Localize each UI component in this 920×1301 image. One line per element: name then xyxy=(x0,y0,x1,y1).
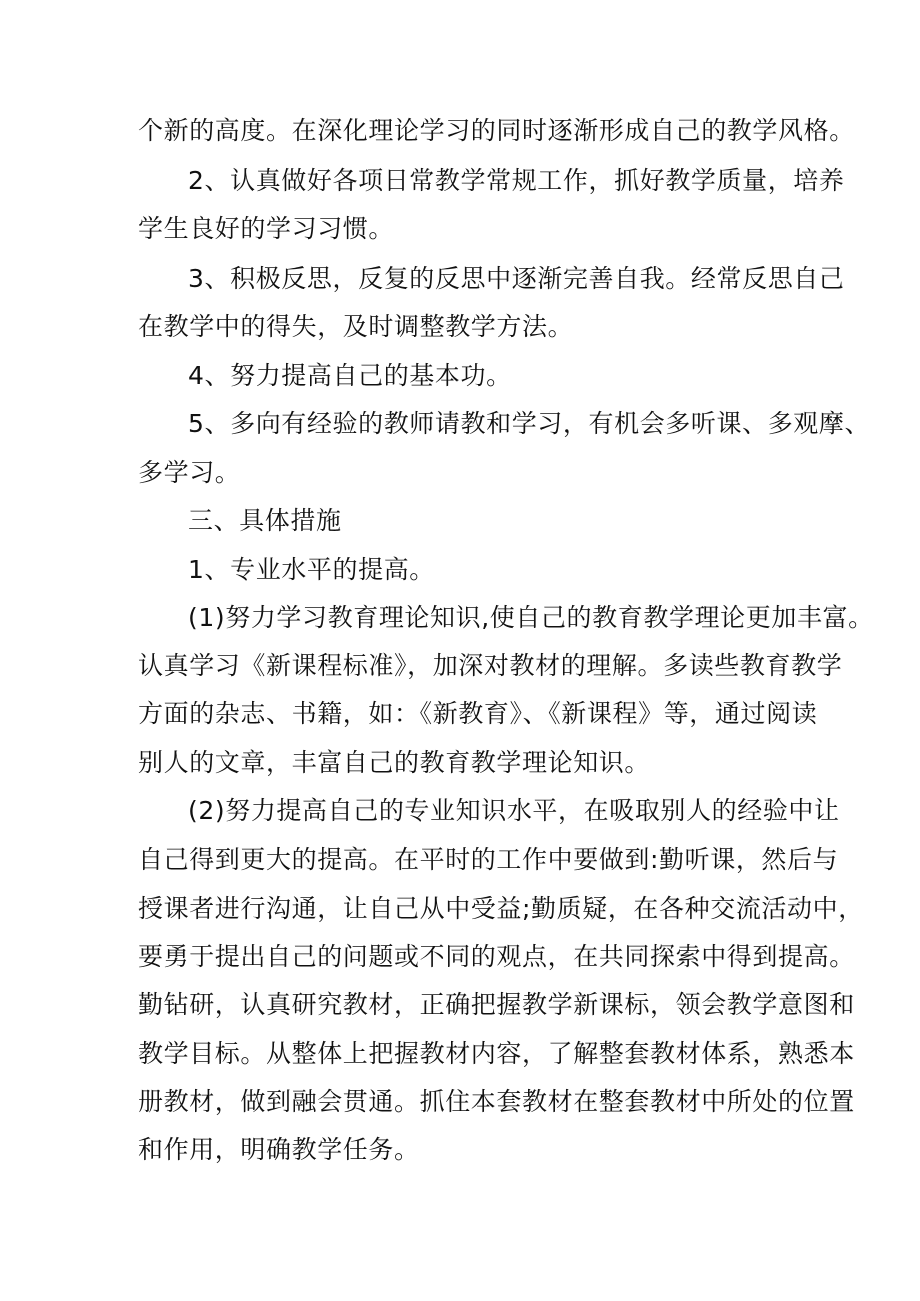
text-line: 个新的高度。在深化理论学习的同时逐渐形成自己的教学风格。 xyxy=(138,116,855,145)
text-line: (2)努力提高自己的专业知识水平，在吸取别人的经验中让 xyxy=(188,796,840,825)
text-line: 2、认真做好各项日常教学常规工作，抓好教学质量，培养 xyxy=(188,166,845,195)
text-line: 认真学习《新课程标准》，加深对教材的理解。多读些教育教学 xyxy=(138,651,843,680)
text-line: 别人的文章，丰富自己的教育教学理论知识。 xyxy=(138,748,651,777)
text-line: 授课者进行沟通，让自己从中受益;勤质疑，在各种交流活动中， xyxy=(138,894,864,923)
text-line: 在教学中的得失，及时调整教学方法。 xyxy=(138,312,574,341)
section-heading: 三、具体措施 xyxy=(188,506,342,535)
text-line: 4、努力提高自己的基本功。 xyxy=(188,361,512,390)
text-line: 要勇于提出自己的问题或不同的观点，在共同探索中得到提高。 xyxy=(138,942,855,971)
text-line: 方面的杂志、书籍，如：《新教育》、《新课程》等，通过阅读 xyxy=(138,699,818,728)
text-line: 5、多向有经验的教师请教和学习，有机会多听课、多观摩、 xyxy=(188,409,871,438)
text-line: 和作用，明确教学任务。 xyxy=(138,1135,420,1164)
text-line: 3、积极反思，反复的反思中逐渐完善自我。经常反思自己 xyxy=(188,264,845,293)
text-line: 册教材，做到融会贯通。抓住本套教材在整套教材中所处的位置 xyxy=(138,1087,855,1116)
text-line: 教学目标。从整体上把握教材内容，了解整套教材体系，熟悉本 xyxy=(138,1039,855,1068)
text-line: 勤钻研，认真研究教材，正确把握教学新课标，领会教学意图和 xyxy=(138,990,855,1019)
text-line: 学生良好的学习习惯。 xyxy=(138,214,395,243)
text-line: 自己得到更大的提高。在平时的工作中要做到:勤听课，然后与 xyxy=(138,845,839,874)
text-line: 多学习。 xyxy=(138,458,241,487)
text-line: (1)努力学习教育理论知识,使自己的教育教学理论更加丰富。 xyxy=(188,603,874,632)
subsection-heading: 1、专业水平的提高。 xyxy=(188,555,435,584)
